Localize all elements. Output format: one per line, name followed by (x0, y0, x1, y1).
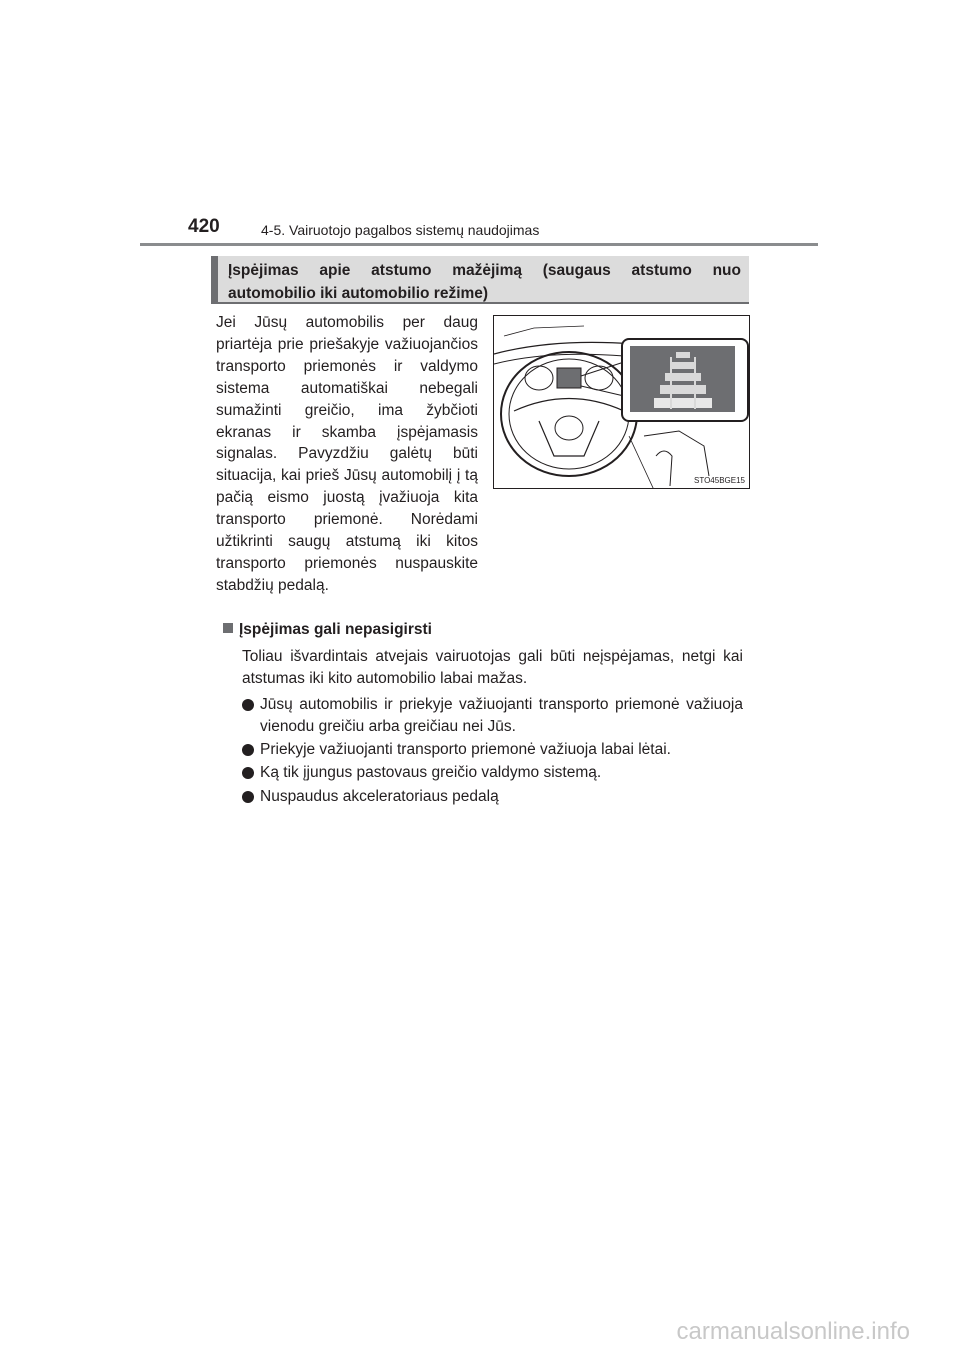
figure-code: STO45BGE15 (694, 476, 745, 485)
list-item (242, 786, 743, 808)
list-item-text: Jūsų automobilis ir priekyje važiuojanti transporto priemonė važiuoja vienodu greičiu arba greičiau nei Jūs. (260, 696, 743, 735)
section-title-line1: Įspėjimas apie atstumo mažėjimą (saugaus atstumo nuo (228, 262, 741, 279)
bullet-icon (242, 744, 254, 756)
list-item-text: Priekyje važiuojanti transporto priemonė važiuoja labai lėtai. (260, 741, 671, 758)
list-item (242, 694, 743, 738)
dashboard-illustration (493, 315, 750, 489)
watermark: carmanualsonline.info (676, 1318, 910, 1345)
chapter-title: 4-5. Vairuotojo pagalbos sistemų naudojimas (261, 222, 540, 238)
bullet-icon (242, 699, 254, 711)
intro-paragraph: Jei Jūsų automobilis per daug priartėja prie priešakyje važiuojančios transporto priemonės ir valdymo sistema automatiškai nebegali sumažinti greičio, ima žybčioti ekranas ir skamba įspėjamasis signalas. Pavyzdžiu galėtų būti situacija, kai prieš Jūsų automobilį į tą pačią eismo juostą įvažiuoja kita transporto priemonė. Norėdami užtikrinti saugų atstumą iki kitos transporto priemonės nuspauskite stabdžių pedalą. (216, 314, 478, 594)
section-title-line2: automobilio iki automobilio režime) (228, 285, 489, 302)
page-number: 420 (188, 216, 220, 237)
steering-wheel-display-drawing (494, 316, 750, 489)
header-divider (140, 243, 818, 246)
bullet-icon (242, 767, 254, 779)
bullet-icon (242, 791, 254, 803)
section-heading (211, 256, 749, 304)
list-item-text: Nuspaudus akceleratoriaus pedalą (260, 788, 499, 805)
subsection-heading (223, 621, 432, 639)
subsection-title: Įspėjimas gali nepasigirsti (239, 621, 432, 638)
list-item (242, 762, 743, 784)
square-bullet-icon (223, 623, 233, 633)
list-item (242, 739, 743, 761)
subsection-paragraph: Toliau išvardintais atvejais vairuotojas gali būti neįspėjamas, netgi kai atstumas iki kito automobilio labai mažas. (242, 648, 743, 687)
list-item-text: Ką tik įjungus pastovaus greičio valdymo sistemą. (260, 764, 602, 781)
